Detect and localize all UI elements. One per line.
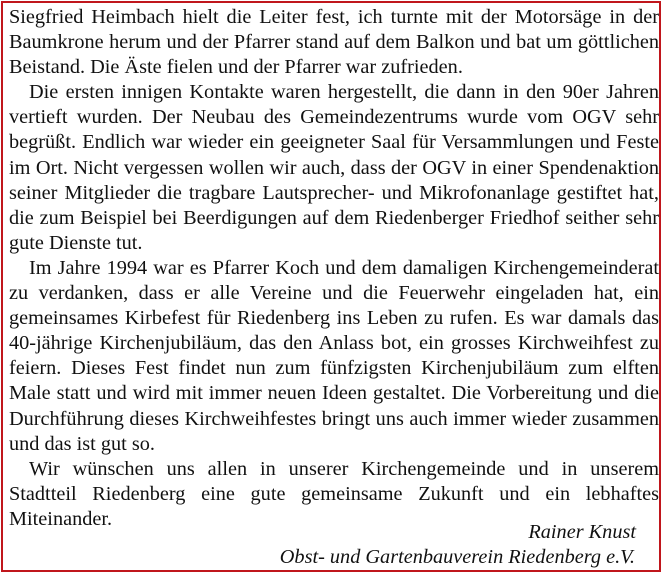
document-body (9, 5, 659, 532)
paragraph-1: Siegfried Heimbach hielt die Leiter fest, ich turnte mit der Motorsäge in der Baumkrone herum und der Pfarrer stand auf dem Balkon und bat um göttlichen Beistand. Die Äste fielen und der Pfarrer war zufrieden. (9, 6, 659, 79)
paragraph-2: Die ersten innigen Kontakte waren hergestellt, die dann in den 90er Jahren vertieft wurden. Der Neubau des Gemeindezentrums wurde vom OGV sehr begrüßt. Endlich war wieder ein geeigneter Saal für Versammlungen und Feste im Ort. Nicht vergessen wollen wir auch, dass der OGV in einer Spendenaktion seiner Mitglieder die tragbare Lautsprecher- und Mikrofonanlage gestiftet hat, die zum Beispiel bei Beerdigungen auf dem Riedenberger Friedhof seither sehr gute Dienste tut. (9, 81, 659, 254)
paragraph-4: Wir wünschen uns allen in unserer Kirchengemeinde und in unserem Stadtteil Riedenberg eine gute gemeinsame Zukunft und ein lebhaftes Miteinander. (9, 457, 659, 530)
paragraph-3: Im Jahre 1994 war es Pfarrer Koch und dem damaligen Kirchengemeinderat zu verdanken, dass er alle Vereine und die Feuerwehr eingeladen hat, ein gemeinsames Kirbefest für Riedenberg ins Leben zu rufen. Es war damals das 40-jährige Kirchenjubiläum, das den Anlass bot, ein grosses Kirchweihfest zu feiern. Dieses Fest findet nun zum fünfzigsten Kirchenjubiläum zum elften Male statt und wird mit immer neuen Ideen gestaltet. Die Vorbereitung und die Durchführung dieses Kirchweihfestes bringt uns auch immer wieder zusammen und das ist gut so. (9, 256, 659, 455)
document-frame (1, 1, 661, 572)
signature-organization: Obst- und Gartenbauverein Riedenberg e.V. (279, 546, 635, 568)
signature-name: Rainer Knust (528, 521, 636, 543)
